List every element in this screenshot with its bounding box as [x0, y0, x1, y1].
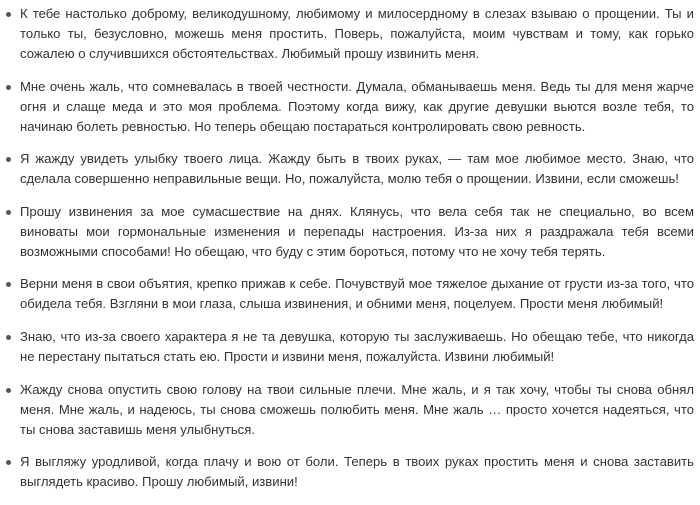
list-item: [0, 274, 700, 314]
list-item-text: Я выгляжу уродливой, когда плачу и вою от боли. Теперь в твоих руках простить меня и снова заставить выглядеть красиво. Прошу любимый, извини!: [20, 454, 694, 490]
list-item-text: К тебе настолько доброму, великодушному, любимому и милосердному в слезах взываю о прощении. Ты и только ты, безусловно, можешь меня простить. Поверь, пожалуйста, моим чувствам и тому, как горько сожалею о случившихся обстоятельствах. Любимый прошу извинить меня.: [20, 6, 694, 61]
bullet-icon: [6, 157, 11, 162]
list-item: [0, 77, 700, 137]
list-item: [0, 452, 700, 492]
list-item: [0, 202, 700, 262]
bullet-icon: [6, 12, 11, 17]
list-item-text: Прошу извинения за мое сумасшествие на днях. Клянусь, что вела себя так не специально, во всем виноваты мои гормональные изменения и перепады настроения. Из-за них я раздражала тебя всеми возможными способами! Но обещаю, что буду с этим бороться, потому что не хочу тебя терять.: [20, 203, 694, 259]
bullet-icon: [6, 460, 11, 465]
list-item-text: Знаю, что из-за своего характера я не та девушка, которую ты заслуживаешь. Но обещаю тебе, что никогда не перестану пытаться стать ею. Прости и извини меня, пожалуйста. Извини любимый!: [20, 328, 694, 364]
list-item-text: Жажду снова опустить свою голову на твои сильные плечи. Мне жаль, и я так хочу, чтобы ты снова обнял меня. Мне жаль, и надеюсь, ты снова сможешь полюбить меня. Мне жаль … просто хочется надеяться, что ты снова заставишь меня улыбнуться.: [20, 381, 694, 437]
list-item: [0, 4, 700, 64]
bullet-icon: [6, 282, 11, 287]
bullet-icon: [6, 388, 11, 393]
apology-list: [0, 4, 700, 505]
bullet-icon: [6, 210, 11, 215]
list-item: [0, 149, 700, 189]
bullet-icon: [6, 85, 11, 90]
list-item-text: Я жажду увидеть улыбку твоего лица. Жажду быть в твоих руках, — там мое любимое место. Знаю, что сделала совершенно неправильные вещи. Но, пожалуйста, молю тебя о прощении. Извини, если сможешь!: [20, 151, 694, 187]
bullet-icon: [6, 335, 11, 340]
list-item-text: Мне очень жаль, что сомневалась в твоей честности. Думала, обманываешь меня. Ведь ты для меня жарче огня и слаще меда и это моя проблема. Поэтому когда вижу, как другие девушки вьются возле тебя, то начинаю болеть ревностью. Но теперь обещаю постараться контролировать свою ревность.: [20, 78, 694, 134]
list-item: [0, 327, 700, 367]
list-item: [0, 380, 700, 440]
list-item-text: Верни меня в свои объятия, крепко прижав к себе. Почувствуй мое тяжелое дыхание от грусти из-за того, что обидела тебя. Взгляни в мои глаза, слыша извинения, и обними меня, поцелуем. Прости меня любимый!: [20, 276, 694, 312]
